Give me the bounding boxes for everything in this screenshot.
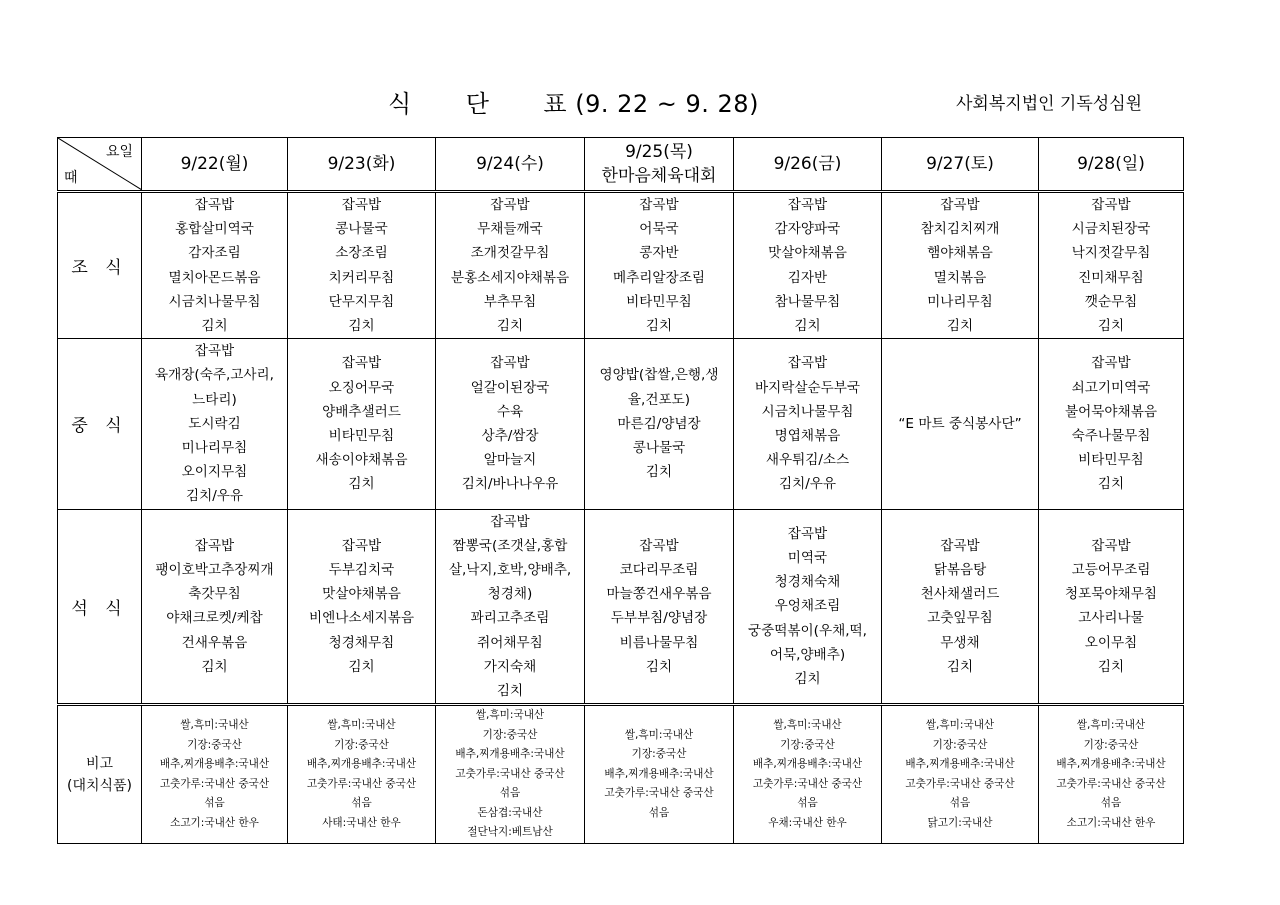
- menu-item: 명엽채볶음: [774, 427, 841, 444]
- menu-item: 잡곡밥: [1091, 537, 1131, 554]
- menu-item: 무채들깨국: [477, 221, 543, 238]
- menu-item: 낙지젓갈무침: [1071, 245, 1151, 262]
- origin-line: 쌀,흑미:국내산: [475, 709, 545, 722]
- origin-line: 소고기:국내산 한우: [1066, 816, 1156, 829]
- menu-item: “E 마트 중식봉사단”: [898, 415, 1022, 432]
- menu-item: 천사채샐러드: [920, 586, 1000, 603]
- menu-item: 바지락살순두부국: [754, 379, 861, 396]
- origin-line: 쌀,흑미:국내산: [327, 719, 396, 732]
- origin-line: 고춧가루:국내산 중국산: [752, 777, 863, 790]
- menu-item: 잡곡밥: [1091, 355, 1131, 372]
- origin-line: 기장:중국산: [482, 728, 538, 741]
- menu-item: 미나리무침: [927, 293, 993, 310]
- day-header: [882, 138, 1039, 192]
- lunch-cell: [1039, 339, 1184, 509]
- origin-line: 기장:중국산: [1083, 738, 1139, 751]
- breakfast-row: [58, 192, 1184, 339]
- menu-item: 새송이야채볶음: [315, 452, 408, 469]
- day-date: 9/25(목): [625, 142, 693, 162]
- origin-line: 섞음: [351, 797, 372, 810]
- menu-item: 김치/우유: [185, 488, 244, 505]
- origin-line: 배추,찌개용배추:국내산: [455, 748, 565, 761]
- menu-item: 마늘쫑건새우볶음: [606, 586, 712, 603]
- menu-item: 김치: [645, 464, 673, 481]
- menu-item: 잡곡밥: [194, 537, 235, 554]
- origin-line: 기장:중국산: [932, 738, 988, 751]
- menu-item: 잡곡밥: [490, 197, 530, 213]
- menu-item: 단무지무침: [328, 293, 395, 310]
- day-date: 9/22(월): [180, 154, 249, 174]
- origin-line: 섞음: [648, 806, 670, 819]
- menu-item: 고춧잎무침: [927, 610, 993, 627]
- menu-item: 시금치나물무침: [168, 293, 261, 310]
- notes-label: 비고: [85, 755, 114, 772]
- day-date: 9/24(수): [476, 154, 544, 174]
- origin-line: 배추,찌개용배추:국내산: [752, 758, 863, 771]
- menu-item: 살,낙지,호박,양배추,: [448, 562, 572, 579]
- menu-item: 김치: [1097, 318, 1125, 335]
- origin-line: 우채:국내산 한우: [768, 816, 847, 829]
- notes-cell: [288, 705, 436, 844]
- menu-item: 궁중떡볶이(우채,떡,: [748, 622, 867, 639]
- menu-item: 상추/쌈장: [481, 427, 539, 444]
- menu-item: 잡곡밥: [341, 355, 382, 372]
- menu-item: 잡곡밥: [490, 513, 530, 530]
- dinner-cell: [142, 509, 288, 705]
- menu-item: 꽈리고추조림: [470, 610, 550, 627]
- menu-item: 야채크로켓/케찹: [166, 610, 263, 627]
- notes-cell: [1039, 705, 1184, 844]
- origin-line: 쌀,흑미:국내산: [773, 719, 842, 732]
- menu-item: 잡곡밥: [787, 525, 828, 542]
- menu-item: 숙주나물무침: [1071, 427, 1151, 444]
- menu-item: 잡곡밥: [940, 537, 980, 554]
- menu-item: 고사리나물: [1078, 610, 1144, 627]
- origin-line: 섞음: [949, 797, 971, 810]
- menu-item: 분홍소세지야채볶음: [450, 269, 570, 286]
- menu-item: 김치/바나나우유: [461, 476, 559, 493]
- menu-item: 잡곡밥: [341, 537, 382, 554]
- day-date: 9/23(화): [327, 154, 396, 174]
- menu-item: 김치: [348, 476, 375, 493]
- menu-item: 닭볶음탕: [933, 562, 987, 579]
- menu-item: 영양밥(찹쌀,은행,생: [599, 367, 719, 384]
- menu-item: 감자조림: [188, 245, 241, 262]
- origin-line: 고춧가루:국내산 중국산: [306, 777, 417, 790]
- breakfast-cell: [1039, 192, 1184, 339]
- origin-line: 닭고기:국내산: [927, 816, 993, 829]
- menu-item: 가지숙채: [483, 658, 537, 675]
- menu-item: 김치: [496, 318, 524, 335]
- menu-item: 멸치아몬드볶음: [168, 269, 261, 286]
- lunch-cell: [585, 339, 734, 509]
- corner-meal-label: 때: [64, 170, 78, 186]
- origin-line: 배추,찌개용배추:국내산: [1056, 758, 1166, 771]
- menu-item: 미역국: [787, 549, 828, 566]
- dinner-cell: [882, 509, 1039, 705]
- menu-item: 홍합살미역국: [175, 221, 254, 238]
- origin-line: 기장:중국산: [780, 738, 835, 751]
- menu-item: 진미채무침: [1078, 269, 1144, 286]
- origin-line: 기장:중국산: [187, 738, 242, 751]
- row-label-dinner: 석 식: [58, 509, 142, 705]
- breakfast-cell: [882, 192, 1039, 339]
- menu-item: 부추무침: [483, 293, 537, 310]
- day-header: [436, 138, 585, 192]
- day-header: [142, 138, 288, 192]
- origin-line: 돈삼겹:국내산: [477, 806, 543, 819]
- origin-line: 배추,찌개용배추:국내산: [159, 758, 270, 771]
- menu-item: 짬뽕국(조갯살,홍합: [452, 537, 568, 554]
- origin-line: 절단낙지:베트남산: [467, 826, 553, 839]
- origin-line: 배추,찌개용배추:국내산: [604, 767, 714, 780]
- day-header: [585, 138, 734, 192]
- menu-item: 비타민무침: [626, 293, 692, 310]
- menu-item: 콩나물국: [335, 221, 388, 238]
- day-header: [1039, 138, 1184, 192]
- dinner-row: [58, 509, 1184, 705]
- day-date: 9/27(토): [926, 154, 994, 174]
- menu-item: 김치/우유: [778, 476, 837, 493]
- page-title: [388, 84, 759, 119]
- origin-line: 기장:중국산: [631, 748, 687, 761]
- day-header: [734, 138, 882, 192]
- menu-item: 마른김/양념장: [617, 415, 701, 432]
- menu-item: 맛살야채볶음: [768, 245, 847, 262]
- menu-item: 감자양파국: [774, 221, 841, 238]
- menu-item: 김자반: [787, 269, 828, 286]
- menu-item: 잡곡밥: [194, 343, 235, 360]
- origin-line: 쌀,흑미:국내산: [180, 719, 249, 732]
- title-char-1: 식: [388, 90, 412, 118]
- notes-cell: [882, 705, 1039, 844]
- dinner-cell: [1039, 509, 1184, 705]
- menu-item: 비타민무침: [1078, 452, 1144, 469]
- menu-item: 어묵,양배추): [769, 646, 846, 663]
- menu-item: 오징어무국: [328, 379, 395, 396]
- menu-item: 쇠고기미역국: [1071, 379, 1151, 396]
- menu-item: 어묵국: [639, 221, 679, 238]
- corner-cell: [58, 138, 142, 192]
- menu-item: 고등어무조림: [1071, 562, 1151, 579]
- origin-line: 쌀,흑미:국내산: [1076, 719, 1146, 732]
- menu-item: 조개젓갈무침: [470, 245, 550, 262]
- menu-item: 느타리): [192, 391, 237, 408]
- notes-cell: [142, 705, 288, 844]
- origin-line: 고춧가루:국내산 중국산: [1056, 777, 1166, 790]
- menu-item: 율,건포도): [627, 391, 691, 408]
- day-header: [288, 138, 436, 192]
- origin-line: 고춧가루:국내산 중국산: [905, 777, 1015, 790]
- origin-line: 쌀,흑미:국내산: [925, 719, 995, 732]
- menu-item: 김치: [201, 318, 228, 335]
- menu-item: 김치: [946, 318, 974, 335]
- organization-name: 사회복지법인 기독성심원: [956, 94, 1143, 114]
- title-char-3: 표: [543, 90, 568, 118]
- menu-item: 청포묵야채무침: [1065, 586, 1157, 603]
- menu-item: 잡곡밥: [1091, 197, 1131, 213]
- menu-item: 잡곡밥: [639, 197, 679, 213]
- notes-sublabel: (대치식품): [66, 777, 133, 794]
- breakfast-cell: [734, 192, 882, 339]
- menu-item: 잡곡밥: [639, 537, 679, 554]
- origin-line: 섞음: [1100, 797, 1122, 810]
- menu-item: 비엔나소세지볶음: [308, 610, 415, 627]
- menu-item: 김치: [946, 658, 974, 675]
- menu-item: 쥐어채무침: [477, 634, 543, 651]
- menu-item: 김치: [794, 670, 821, 687]
- menu-item: 김치: [496, 683, 524, 700]
- day-event: 한마음체육대회: [601, 166, 717, 186]
- menu-item: 김치: [201, 658, 228, 675]
- origin-line: 섞음: [499, 787, 521, 800]
- lunch-cell: [882, 339, 1039, 509]
- menu-item: 햄야채볶음: [927, 245, 993, 262]
- menu-item: 비름나물무침: [619, 634, 699, 651]
- origin-line: 섞음: [204, 797, 225, 810]
- menu-item: 새우튀김/소스: [765, 452, 850, 469]
- menu-item: 맛살야채볶음: [322, 586, 401, 603]
- menu-item: 오이지무침: [181, 464, 248, 481]
- menu-item: 김치: [794, 318, 821, 335]
- notes-cell: [734, 705, 882, 844]
- menu-item: 메추리알장조림: [613, 269, 705, 286]
- origin-line: 사태:국내산 한우: [322, 816, 401, 829]
- menu-item: 잡곡밥: [194, 197, 235, 213]
- menu-item: 비타민무침: [328, 427, 395, 444]
- menu-item: 콩나물국: [632, 440, 686, 457]
- menu-item: 얼갈이된장국: [470, 379, 550, 396]
- lunch-cell: [142, 339, 288, 509]
- menu-item: 김치: [645, 318, 673, 335]
- menu-item: 잡곡밥: [787, 197, 828, 213]
- menu-item: 콩자반: [639, 245, 679, 262]
- menu-item: 청경채무침: [328, 634, 395, 651]
- row-label-lunch: 중 식: [58, 339, 142, 509]
- menu-item: 시금치된장국: [1071, 221, 1151, 238]
- menu-item: 무생채: [940, 634, 980, 651]
- menu-item: 축갓무침: [188, 586, 241, 603]
- menu-item: 참치김치찌개: [920, 221, 1000, 238]
- menu-item: 시금치나물무침: [761, 403, 854, 420]
- menu-item: 잡곡밥: [490, 355, 530, 372]
- menu-item: 소장조림: [335, 245, 388, 262]
- origin-line: 섞음: [797, 797, 818, 810]
- menu-item: 두부부침/양념장: [610, 610, 708, 627]
- origin-line: 고춧가루:국내산 중국산: [604, 787, 714, 800]
- lunch-cell: [436, 339, 585, 509]
- weekly-menu-table: [57, 137, 1184, 844]
- menu-item: 김치: [1097, 658, 1125, 675]
- menu-item: 김치: [348, 318, 375, 335]
- breakfast-cell: [585, 192, 734, 339]
- notes-row: [58, 705, 1184, 844]
- menu-item: 김치: [348, 658, 375, 675]
- origin-line: 쌀,흑미:국내산: [624, 728, 694, 741]
- menu-item: 팽이호박고추장찌개: [155, 562, 274, 579]
- origin-line: 기장:중국산: [334, 738, 389, 751]
- day-date: 9/26(금): [773, 154, 842, 174]
- menu-item: 김치: [645, 658, 673, 675]
- title-char-2: 단: [465, 90, 490, 118]
- menu-item: 양배추샐러드: [322, 403, 401, 420]
- notes-cell: [436, 705, 585, 844]
- menu-item: 불어묵야채볶음: [1065, 403, 1157, 420]
- notes-cell: [585, 705, 734, 844]
- origin-line: 고춧가루:국내산 중국산: [455, 767, 565, 780]
- menu-item: 참나물무침: [774, 293, 841, 310]
- dinner-cell: [734, 509, 882, 705]
- dinner-cell: [288, 509, 436, 705]
- menu-item: 수육: [496, 403, 524, 420]
- origin-line: 고춧가루:국내산 중국산: [159, 777, 270, 790]
- menu-item: 잡곡밥: [341, 197, 382, 213]
- menu-item: 치커리무침: [328, 269, 395, 286]
- menu-item: 청경채숙채: [774, 574, 841, 591]
- dinner-cell: [585, 509, 734, 705]
- menu-item: 김치: [1097, 476, 1125, 493]
- menu-item: 우엉채조림: [774, 598, 841, 615]
- breakfast-cell: [436, 192, 585, 339]
- menu-item: 미나리무침: [181, 440, 248, 457]
- menu-item: 두부김치국: [328, 562, 395, 579]
- menu-item: 멸치볶음: [933, 269, 987, 286]
- corner-weekday-label: 요일: [105, 144, 133, 160]
- menu-item: 잡곡밥: [940, 197, 980, 213]
- menu-item: 도시락김: [188, 415, 241, 432]
- day-date: 9/28(일): [1077, 154, 1145, 174]
- menu-item: 코다리무조림: [619, 562, 699, 579]
- title-date-range: (9. 22 ~ 9. 28): [575, 90, 759, 118]
- menu-item: 오이무침: [1084, 634, 1138, 651]
- lunch-row: [58, 339, 1184, 509]
- menu-item: 잡곡밥: [787, 355, 828, 372]
- lunch-cell: [734, 339, 882, 509]
- origin-line: 배추,찌개용배추:국내산: [306, 758, 417, 771]
- breakfast-cell: [288, 192, 436, 339]
- row-label-notes: [58, 705, 142, 844]
- menu-item: 건새우볶음: [181, 634, 248, 651]
- menu-item: 깻순무침: [1084, 293, 1138, 310]
- dinner-cell: [436, 509, 585, 705]
- header-row: [58, 138, 1184, 192]
- menu-item: 알마늘지: [483, 452, 537, 469]
- lunch-cell: [288, 339, 436, 509]
- origin-line: 배추,찌개용배추:국내산: [905, 758, 1015, 771]
- menu-item: 육개장(숙주,고사리,: [155, 367, 274, 384]
- menu-item: 청경채): [487, 586, 533, 603]
- row-label-breakfast: 조 식: [58, 192, 142, 339]
- origin-line: 소고기:국내산 한우: [170, 816, 259, 829]
- breakfast-cell: [142, 192, 288, 339]
